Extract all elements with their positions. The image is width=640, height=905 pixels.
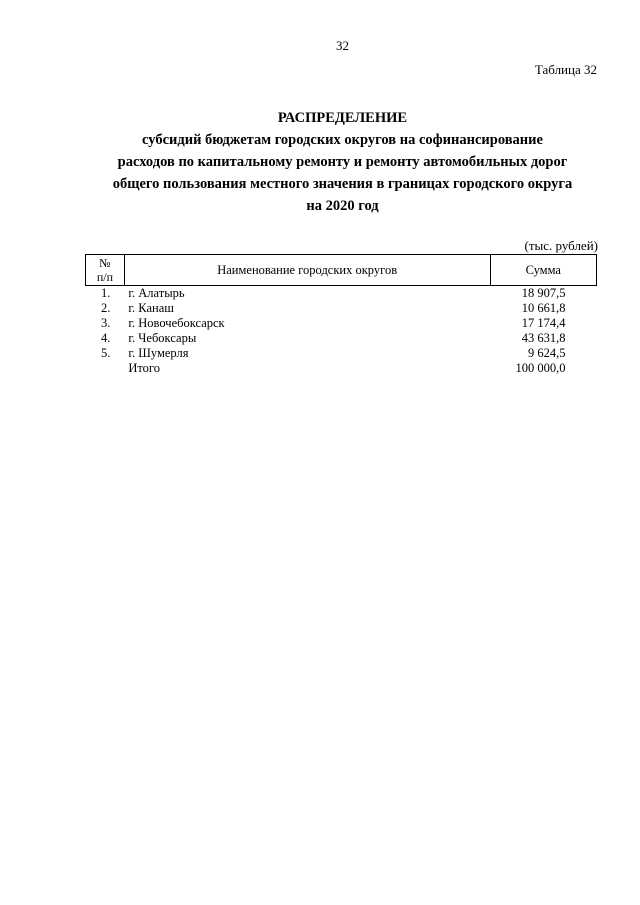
row-name: г. Шумерля (128, 346, 189, 360)
total-row (86, 361, 597, 376)
table-header-row (86, 255, 597, 286)
row-number: 4. (100, 331, 111, 345)
table-row (86, 316, 597, 331)
units-label: (тыс. рублей) (524, 238, 598, 253)
title-line-1: РАСПРЕДЕЛЕНИЕ (277, 110, 408, 126)
row-sum: 10 661,8 (521, 301, 566, 315)
header-sum: Сумма (490, 255, 596, 286)
header-number (86, 255, 125, 286)
row-sum: 43 631,8 (521, 331, 566, 345)
table-row (86, 346, 597, 361)
table-row (86, 286, 597, 302)
row-name: г. Чебоксары (128, 331, 197, 345)
row-name: г. Алатырь (128, 286, 185, 300)
page-number: 32 (336, 38, 349, 53)
document-title (40, 107, 640, 217)
title-line-2: субсидий бюджетам городских округов на софинансирование (142, 132, 543, 148)
subsidy-table (85, 254, 597, 376)
title-line-4: общего пользования местного значения в границах городского округа (112, 176, 573, 192)
row-number: 3. (100, 316, 111, 330)
row-number: 2. (100, 301, 111, 315)
header-number-line-2: п/п (96, 270, 113, 284)
row-sum: 18 907,5 (521, 286, 566, 300)
header-name: Наименование городских округов (124, 255, 490, 286)
total-label: Итого (128, 361, 160, 375)
row-sum: 9 624,5 (528, 346, 566, 360)
table-row (86, 331, 597, 346)
header-number-line-1: № (99, 256, 111, 270)
row-name: г. Новочебоксарск (128, 316, 225, 330)
row-sum: 17 174,4 (521, 316, 566, 330)
table-label: Таблица 32 (534, 62, 597, 77)
title-line-5: на 2020 год (306, 198, 379, 214)
total-number-cell (86, 361, 125, 376)
row-number: 1. (100, 286, 111, 300)
table-row (86, 301, 597, 316)
total-sum: 100 000,0 (515, 361, 566, 375)
row-name: г. Канаш (128, 301, 174, 315)
title-line-3: расходов по капитальному ремонту и ремонту автомобильных дорог (117, 154, 568, 170)
row-number: 5. (100, 346, 111, 360)
